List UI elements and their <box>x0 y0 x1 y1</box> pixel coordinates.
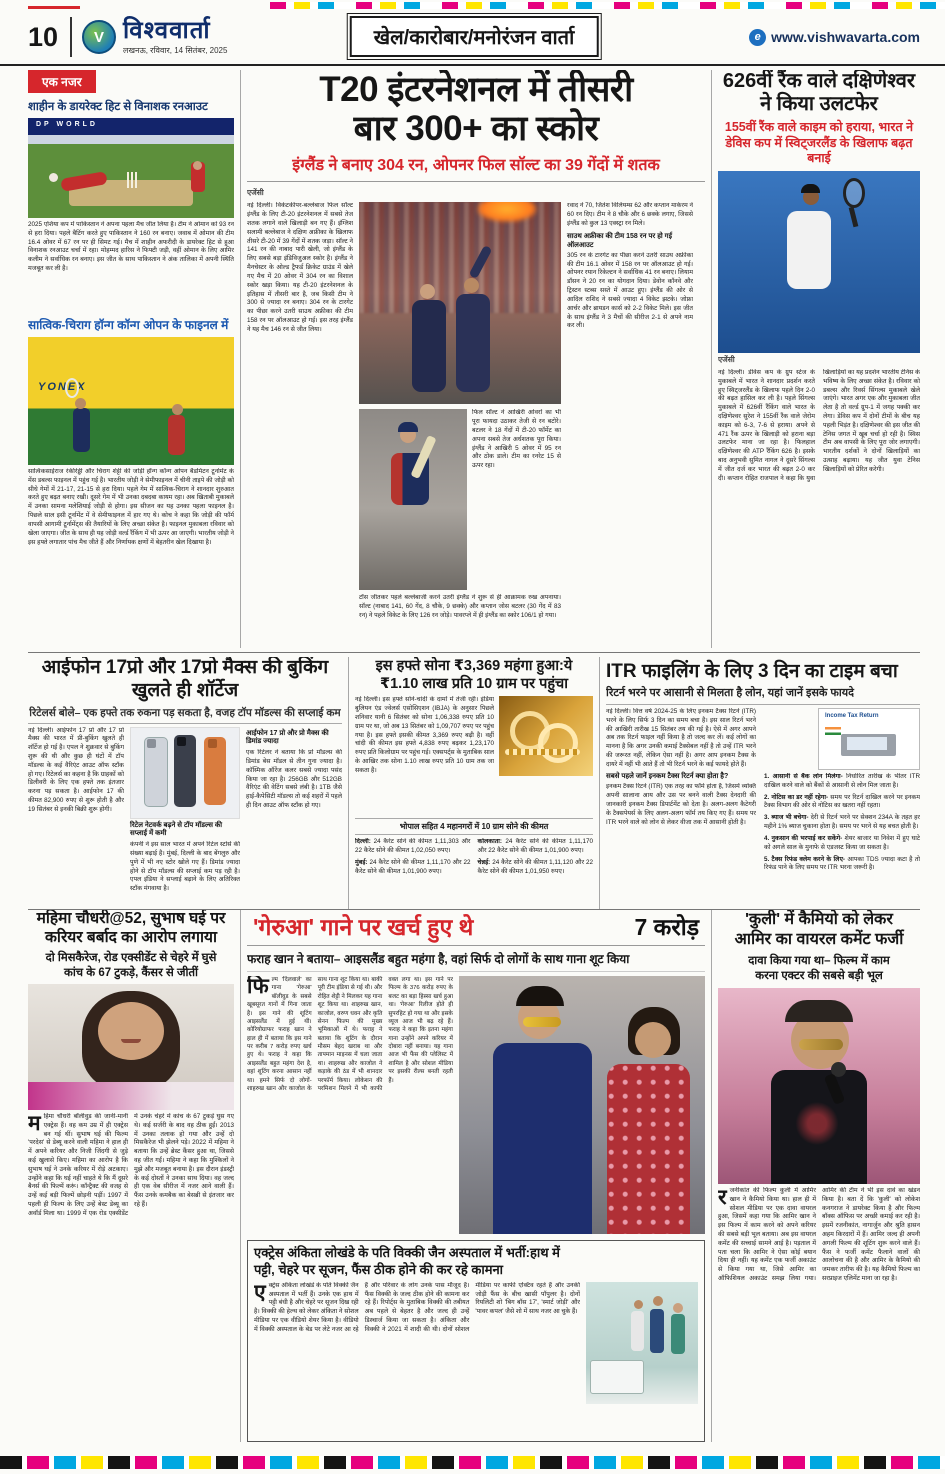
ankita-body-text: क्ट्रेस अंकिता लोखंडे के पति विक्की जैन अस्पताल में भर्ती हैं। उनके एक हाथ में पट्टी बंधी है और चेहरे पर सूजन दिख रही है। विक्की की हेल्थ को लेकर अंकिता ने सोशल मीडिया पर एक वीडियो शेयर किया है। वीडियो में विक्की अस्पताल के बेड पर लेटे नजर आ रहे हैं और परिवार के लोग उनके पास मौजूद हैं। फैंस विक्की के जल्द ठीक होने की कामना कर रहे हैं। रिपोर्ट्स के मुताबिक विक्की की तबीयत अब पहले से बेहतर है और जल्द ही उन्हें डिस्चार्ज किया जा सकता है। अंकिता और विक्की ने 2021 में शादी की थी। दोनों सोशल मीडिया पर काफी एक्टिव रहते हैं और उनकी जोड़ी फैंस के बीच खासी पॉपुलर है। दोनों रियलिटी शो 'बिग बॉस 17', 'स्मार्ट जोड़ी' और 'पावर कपल' जैसे शो में साथ नजर आ चुके हैं। <box>254 1281 580 1333</box>
top-band <box>28 70 920 648</box>
mahima-headline-line1: महिमा चौधरी@52, सुभाष घई पर <box>36 910 226 927</box>
city-detail: 24 कैरेट सोने की कीमत 1,11,303 और 22 कैरेट सोने की कीमत 1,02,050 रुपए। <box>355 838 471 855</box>
tennis-body: नई दिल्ली। डेविस कप के ग्रुप स्टेज के मुकाबले में भारत ने शानदार प्रदर्शन करते हुए स्विट्जरलैंड के खिलाफ पहले दिन 2-0 की बढ़त हासिल कर ली है। पहले सिंगल्स मुकाबले में 626वीं रैंकिंग वाले भारत के दक्षिणेश्वर सुरेश ने 155वीं रैंक वाले जेरोम काइम को 6-3, 7-6 से हराया। अपने से 471 रैंक ऊपर के खिलाड़ी को हराना बड़ा उलटफेर माना जा रहा है। फिलहाल दक्षिणेश्वर की ATP रैंकिंग 626 है। इसके बाद अनुभवी सुमित नागल ने दूसरे सिंगल्स में जीत दर्ज कर भारत की बढ़त 2-0 कर दी। कप्तान रोहित राजपाल ने कहा कि युवा खिलाड़ियों का यह प्रदर्शन भारतीय टेनिस के भविष्य के लिए अच्छा संकेत है। रविवार को डबल्स और रिवर्स सिंगल्स मुकाबले खेले जाएंगे। भारत अगर एक और मुकाबला जीत लेता है तो वर्ल्ड ग्रुप-1 में जगह पक्की कर लेगा। डेविस कप में दोनों टीमों के बीच यह पहली भिड़ंत है। दक्षिणेश्वर की इस जीत की टेनिस जगत में खूब चर्चा हो रही है। स्विस टीम अब वापसी के लिए पूरा जोर लगाएगी। भारतीय दर्शकों ने दोनों खिलाड़ियों का उत्साह बढ़ाया। यह जीत युवा टेनिस खिलाड़ियों को प्रेरित करेगी। <box>718 368 920 482</box>
itr-question-subhead: सबसे पहले जानें इनकम टैक्स रिटर्न क्या होता है? <box>606 772 729 780</box>
itr-story <box>606 657 920 909</box>
benefit-item <box>764 814 920 832</box>
aamir-deck-line1: दावा किया गया था– फिल्म में काम <box>748 955 890 967</box>
lead-col3-top: रवाद ने 70, जितेश विलियम्स 62 और कप्तान मार्करम ने 60 रन दिए। टीम ने 8 चौके और 6 छक्के लगाए, जिससे इंग्लैंड को कुल 13 एक्स्ट्रा रन मिले। <box>567 202 693 227</box>
aamir-dropcap: र <box>718 1186 727 1209</box>
tennis-byline: एजेंसी <box>718 354 735 364</box>
itr-intro: नई दिल्ली। वित्त वर्ष 2024-25 के लिए इनकम टैक्स रिटर्न (ITR) भरने के लिए सिर्फ 3 दिन का समय बचा है। इस साल रिटर्न भरने की आखिरी तारीख 15 सितंबर तय की गई है। ऐसे में अगर आपने अब तक रिटर्न फाइल नहीं किया है तो जल्द कर लें। कई लोगों का मानना है कि अगर उनकी कमाई टैक्सेबल नहीं है तो उन्हें ITR भरने की जरूरत नहीं, लेकिन ऐसा नहीं है। अगर आप इनकम टैक्स के दायरे में नहीं भी आते हैं तो भी रिटर्न भरने के कई फायदे होते हैं। <box>606 708 756 768</box>
ankita-dropcap: ए <box>254 1281 266 1304</box>
city-price-row <box>355 859 471 877</box>
gerua-headline-amount: 7 करोड़ <box>634 914 699 940</box>
iphone-product-photo <box>130 727 240 819</box>
city-detail: 24 कैरेट सोने की कीमत 1,11,170 और 22 कैरेट सोने की कीमत 1,01,900 रुपए। <box>477 838 593 855</box>
middle-band <box>28 652 920 910</box>
city-name: दिल्ली: <box>355 838 371 846</box>
section-title: खेल/कारोबार/मनोरंजन वार्ता <box>373 27 575 49</box>
edition-line: लखनऊ, रविवार, 14 सितंबर, 2025 <box>123 46 228 56</box>
itr-deck: रिटर्न भरने पर आसानी से मिलता है लोन, यहां जानें इसके फायदे <box>606 683 920 705</box>
lead-headline-line1: T20 इंटरनेशनल में तीसरी <box>319 70 633 109</box>
column-rule <box>711 70 712 648</box>
benefit-text: शेयर बाजार या निवेश में हुए घाटे को अगले साल के मुनाफे से एडजस्ट किया जा सकता है। <box>764 834 920 851</box>
mahima-deck-line2: कांच के 67 टुकड़े, कैंसर से जीतीं <box>63 966 198 979</box>
gold-headline-line2: ₹1.10 लाख प्रति 10 ग्राम पर पहुंचा <box>380 676 568 693</box>
benefit-item <box>764 835 920 853</box>
itr-form-photo <box>818 708 920 770</box>
iphone-col1: नई दिल्ली। आईफोन 17 प्रो और 17 प्रो मैक्स की भारत में प्री-बुकिंग खुलते ही शॉर्टेज हो गई है। एपल ने शुक्रवार से बुकिंग शुरू की थी और कुछ ही घंटों में टॉप मॉडल्स के कई वैरिएंट आउट ऑफ स्टॉक हो गए। रिटेलर्स का कहना है कि ग्राहकों को डिलीवरी के लिए एक हफ्ते तक इंतजार करना पड़ सकता है। आईफोन 17 की कीमत 82,900 रुपए से शुरू होती है और 19 सितंबर से इनकी बिक्री शुरू होगी। <box>28 726 124 813</box>
badminton-photo <box>28 337 234 465</box>
tennis-player-photo <box>718 171 920 353</box>
tennis-subhead: 155वीं रैंक वाले काइम को हराया, भारत ने डेविस कप में स्विट्जरलैंड के खिलाफ बढ़त बनाई <box>724 120 914 166</box>
aamir-deck-line2: करना एक्टर की सबसे बड़ी भूल <box>755 969 883 982</box>
tennis-headline-line2: ने किया उलटफेर <box>760 93 878 115</box>
mahima-body-text: हिमा चौधरी बॉलीवुड की जानी-मानी एक्ट्रेस हैं। वह कम उम्र में ही एक्ट्रेस बन गई थीं। सुभाष घई की फिल्म 'परदेस' से डेब्यू करने वाली महिमा ने हाल ही में अपने करियर और निजी जिंदगी से जुड़े कई खुलासे किए। महिमा का आरोप है कि सुभाष घई ने उनके करियर में रोड़े अटकाए। उन्होंने कहा कि घई नहीं चाहते थे कि मैं दूसरे बैनर्स की फिल्में करूं। कॉन्ट्रैक्ट की वजह से उन्हें कई बड़ी फिल्में छोड़नी पड़ीं। 1997 में पहली ही फिल्म के लिए उन्हें बेस्ट डेब्यू का अवॉर्ड मिला था। 1999 में एक रोड एक्सीडेंट में उनके चेहरे में कांच के 67 टुकड़े घुस गए थे। कई सर्जरी के बाद वह ठीक हुईं। 2013 में उनका तलाक हो गया और उन्हें दो मिसकैरेज भी झेलने पड़े। 2022 में महिमा ने बताया कि उन्हें ब्रेस्ट कैंसर हुआ था, जिससे वह जीत गईं। महिमा ने कहा कि मुश्किलों ने मुझे और मजबूत बनाया है। इस दौरान इंडस्ट्री के कई दोस्तों ने उनका साथ दिया। वह जल्द ही एक वेब सीरीज में नजर आने वाली हैं। फैंस उनके कमबैक का बेसब्री से इंतजार कर रहे हैं। <box>28 1112 234 1217</box>
runout-headline: शाहीन के डायरेक्ट हिट से विनाशक रनआउट <box>28 101 208 113</box>
gerua-headline-red: 'गेरुआ' गाने पर खर्च हुए थे <box>253 914 474 940</box>
badminton-headline: सात्विक-चिराग हॉन्ग कॉन्ग ओपन के फाइनल में <box>28 318 229 332</box>
mahima-dropcap: म <box>28 1112 41 1135</box>
masthead <box>28 12 920 62</box>
page-number: 10 <box>28 21 59 52</box>
tennis-headline-line1: 626वीं रैंक वाले दक्षिणेश्वर <box>722 70 916 92</box>
ankita-headline-line1: एक्ट्रेस अंकिता लोखंडे के पति विक्की जैन अस्पताल में भर्ती:हाथ में <box>254 1245 560 1260</box>
benefit-item <box>764 773 920 791</box>
masthead-divider <box>70 17 72 57</box>
benefit-lead: 4. नुकसान की भरपाई कर सकेंगे- <box>764 834 843 842</box>
india-flag-icon <box>825 727 841 735</box>
ankita-body <box>254 1282 580 1437</box>
lead-col3-subhead: साउथ अफ्रीका की टीम 158 रन पर हो गई ऑलआउट <box>567 232 673 249</box>
ankita-headline-line2: पट्टी, चेहरे पर सूजन, फैंस ठीक होने की कर रहे कामना <box>254 1261 504 1277</box>
benefit-lead: 3. ब्याज भी बचेगा- <box>764 814 809 822</box>
runout-photo <box>28 118 234 218</box>
ek-nazar-column <box>28 70 234 648</box>
mahima-deck-line1: दो मिसकैरेज, रोड एक्सीडेंट से चेहरे में घुसे <box>45 952 217 965</box>
benefit-text: देरी से रिटर्न भरने पर सेक्शन 234A के तहत हर महीने 1% ब्याज चुकाना होता है। समय पर भरने से यह बचत होती है। <box>764 814 920 831</box>
aamir-deck <box>718 954 920 984</box>
iphone-col2: कंपनी ने इस साल भारत में अपने रिटेल स्टोर्स की संख्या बढ़ाई है। मुंबई, दिल्ली के बाद बेंगलुरु और पुणे में भी नए स्टोर खोले गए हैं। डिमांड ज्यादा होने से टॉप मॉडल्स की सप्लाई कम पड़ रही है। एपल इंडिया ने सप्लाई बढ़ाने के लिए अतिरिक्त स्टॉक मंगवाया है। <box>130 841 240 893</box>
benefit-text: आपका TDS ज्यादा कटा है तो रिफंड पाने के लिए समय पर ITR भरना जरूरी है। <box>764 855 920 872</box>
aamir-body-text: जनीकांत की फिल्म कुली में आमिर खान ने कैमियो किया था। हाल ही में सोशल मीडिया पर एक दावा वायरल हुआ, जिसमें कहा गया कि आमिर खान ने इस फिल्म में काम करने को अपने करियर की सबसे बड़ी भूल बताया। अब इस वायरल कमेंट की सच्चाई सामने आई है। पड़ताल में पता चला कि आमिर ने ऐसा कोई बयान दिया ही नहीं। यह कमेंट एक फर्जी अकाउंट से किया गया था, जिसे आमिर का ऑफिशियल अकाउंट समझ लिया गया। आमिर की टीम ने भी इस दावे का खंडन किया है। बता दें कि 'कुली' को लोकेश कनगराज ने डायरेक्ट किया है और फिल्म बॉक्स ऑफिस पर अच्छी कमाई कर रही है। इसमें रजनीकांत, नागार्जुन और श्रुति हासन अहम किरदारों में हैं। आमिर जल्द ही अपनी अगली फिल्म की शूटिंग शुरू करने वाले हैं। फैंस ने फर्जी कमेंट फैलाने वालों की आलोचना की है और आमिर के कैमियो की जमकर तारीफ की है। यह कैमियो फिल्म का सरप्राइज एलिमेंट माना जा रहा है। <box>718 1186 920 1282</box>
benefit-item <box>764 856 920 874</box>
iphone-story <box>28 657 342 909</box>
lead-col3-body: 305 रन के टारगेट का पीछा करने उतरी साउथ अफ्रीका की टीम 16.1 ओवर में 158 रन पर ऑलआउट हो गई। ओपनर रयान रिकेल्टन ने सर्वाधिक 41 रन बनाए। लियाम डॉसन ने 20 रन का योगदान दिया। डेवोन कॉनवे और ट्रिस्टन स्टब्स सस्ते में आउट हुए। इंग्लैंड की ओर से आदिल राशिद ने सबसे ज्यादा 4 विकेट झटके। जोफ्रा आर्चर और ब्रायडन कार्स को 2-2 विकेट मिले। इस जीत के साथ इंग्लैंड ने 3 मैचों की सीरीज 2-1 से अपने नाम कर ली। <box>567 251 693 330</box>
hospital-photo <box>586 1282 698 1404</box>
column-rule <box>240 910 241 1442</box>
web-e-icon: e <box>749 29 766 46</box>
newspaper-logo-icon <box>82 20 116 54</box>
iphone-subhead2: आईफोन 17 प्रो और प्रो मैक्स की डिमांड ज्यादा <box>246 729 329 746</box>
gerua-dropcap: फि <box>247 976 269 998</box>
city-price-row <box>478 859 594 877</box>
website-url: www.vishwavarta.com <box>771 29 920 45</box>
gerua-body2: और रोहित शेट्टी ने मिलकर यह गाना शूट किया था। शाहरुख खान, काजोल, वरुण धवन और कृति सेनन फिल्म की मुख्य भूमिकाओं में थे। फराह ने बताया कि शूटिंग के दौरान मौसम बेहद खराब था और तापमान माइनस में चला जाता था। शाहरुख और काजोल ने कड़ाके की ठंड में भी शानदार परफॉर्म किया। लोकेशन की परमिशन मिलने में भी काफी वक्त लगा था। <box>317 977 422 1092</box>
city-name: मुंबई: <box>355 858 368 866</box>
sponsor-board-text: YONEX <box>38 380 87 393</box>
benefit-lead: 5. टैक्स रिफंड क्लेम करने के लिए- <box>764 855 846 863</box>
iphone-deck: रिटेलर्स बोले– एक हफ्ते तक रुकना पड़ सकता है, वजह टॉप मॉडल्स की सप्लाई कम <box>28 703 342 724</box>
print-color-bar-bottom <box>0 1456 945 1469</box>
lead-story <box>247 70 705 648</box>
lead-byline: एजेंसी <box>247 188 264 198</box>
davis-cup-story <box>718 70 920 648</box>
bottom-band <box>28 910 920 1442</box>
section-title-box <box>350 16 599 57</box>
masthead-rule <box>0 64 945 66</box>
gerua-body1: ल्म 'दिलवाले' का गाना 'गेरुआ' बॉलीवुड के सबसे खूबसूरत गानों में गिना जाता है। इस गाने की शूटिंग आइसलैंड में हुई थी। कोरियोग्राफर फराह खान ने हाल ही में बताया कि इस गाने पर करीब 7 करोड़ रुपए खर्च हुए थे। फराह ने कहा कि आइसलैंड बहुत महंगा देश है, वहां शूटिंग करना आसान नहीं था। हमने सिर्फ दो लोगों- शाहरुख खान और काजोल के साथ गाना शूट किया था। बाकी पूरी टीम इंडिया से गई थी। <box>247 977 383 1092</box>
aamir-body <box>718 1187 920 1442</box>
boundary-board-text: DP WORLD <box>36 121 98 128</box>
city-price-row <box>478 838 594 856</box>
benefit-text: निर्धारित तारीख के भीतर ITR दाखिल करने वाले को बैंकों से आसानी से लोन मिल जाता है। <box>764 773 920 789</box>
gold-city-prices <box>355 838 593 909</box>
website-link[interactable] <box>749 29 920 46</box>
mahima-headline-line2: करियर बर्बाद का आरोप लगाया <box>45 928 217 946</box>
top-red-tick <box>28 6 80 9</box>
gerua-deck: फराह खान ने बताया– आइसलैंड बहुत महंगा है, वहां सिर्फ दो लोगों के साथ गाना शूट किया <box>247 946 705 972</box>
gerua-body3: इस गाने पर फिल्म के 376 करोड़ रुपए के बजट का बड़ा हिस्सा खर्च हुआ था। 'गेरुआ' रिलीज होते ही सुपरहिट हो गया था और इसके व्यूज आज भी बढ़ रहे हैं। फराह ने कहा कि इतना महंगा गाना उन्होंने अपने करियर में दोबारा नहीं बनाया। यह गाना आज भी फैंस की प्लेलिस्ट में शामिल है और सोशल मीडिया पर इसकी रील्स बनती रहती हैं। <box>388 977 453 1084</box>
mahima-body <box>28 1113 234 1442</box>
logo-letter: V <box>94 28 105 46</box>
iphone-subhead1: रिटेल नेटवर्क बढ़ने से टॉप मॉडल्स की सप्लाई में कमी <box>130 821 223 838</box>
aamir-story <box>718 910 920 1442</box>
itr-headline: ITR फाइलिंग के लिए 3 दिन का टाइम बचा <box>606 661 898 682</box>
benefit-lead: 2. नोटिस का डर नहीं रहेगा- <box>764 793 829 801</box>
column-rule <box>348 657 349 909</box>
badminton-body: सात्विकसाईराज रंकीरेड्डी और चिराग शेट्टी की जोड़ी हॉन्ग कॉन्ग ओपन बैडमिंटन टूर्नामेंट के मेंस डबल्स फाइनल में पहुंच गई है। भारतीय जोड़ी ने सेमीफाइनल में चीनी ताइपे की जोड़ी को सीधे गेमों में 21-17, 21-15 से हरा दिया। पहले गेम में सात्विक-चिराग ने शानदार शुरुआत करते हुए बढ़त बनाए रखी। दूसरे गेम में भी उनका दबदबा कायम रहा। अब खिताबी मुकाबले में उनका सामना मलेशियाई जोड़ी से होगा। इस सीजन का यह उनका पहला फाइनल है। पिछले साल इसी टूर्नामेंट में वे सेमीफाइनल में हार गए थे। कोच ने कहा कि जोड़ी की फॉर्म वापसी आगामी टूर्नामेंट्स की तैयारियों के लिए अच्छा संकेत है। फाइनल मुकाबला रविवार को खेला जाएगा। जीत के साथ ही यह जोड़ी वर्ल्ड रैंकिंग में भी ऊपर आ जाएगी। भारतीय जोड़ी ने इस हफ्ते लगातार पांच मैच जीते हैं और निर्णायक क्षणों में बेहतरीन खेल दिखाया है। <box>28 468 234 546</box>
itr-question-body: इनकम टैक्स रिटर्न (ITR) एक तरह का फॉर्म होता है, जिसमें व्यक्ति अपनी सालाना आय और उस पर बनने वाली टैक्स देनदारी की जानकारी इनकम टैक्स डिपार्टमेंट को देता है। अलग-अलग कैटेगरी के टैक्सपेयर्स के लिए अलग-अलग फॉर्म तय किए गए हैं। समय पर ITR भरने वाले को लोन से लेकर वीजा तक में आसानी होती है। <box>606 783 756 826</box>
lead-col2b: फिल सॉल्ट ने आखिरी ओवरों का भी पूरा फायदा उठाकर तेजी से रन बटोरे। बटलर ने 18 गेंदों में टी-20 फॉर्मेट का अपना सबसे तेज अर्धशतक पूरा किया। इंग्लैंड ने आखिरी 5 ओवर में 95 रन और ठोक डाले। टीम का रनरेट 15 से ऊपर रहा। <box>472 409 561 470</box>
gold-cities-subhead: भोपाल सहित 4 महानगरों में 10 ग्राम सोने की कीमत <box>355 818 593 835</box>
gold-body: नई दिल्ली। इस हफ्ते सोने-चांदी के दामों में तेजी रही। इंडिया बुलियन एंड ज्वेलर्स एसोसिएशन (IBJA) के अनुसार पिछले शनिवार यानी 6 सितंबर को सोना 1,06,338 रुपए प्रति 10 ग्राम पर था, जो अब 13 सितंबर को 1,09,707 रुपए पर पहुंच गया है। इस हफ्ते इसकी कीमत 3,369 रुपए बढ़ी है। वहीं चांदी की कीमत इस हफ्ते 4,838 रुपए बढ़कर 1,23,170 रुपए प्रति किलोग्राम पर पहुंच गई। एक्सपर्ट्स के मुताबिक साल के आखिर तक सोना 1.10 लाख रुपए प्रति 10 ग्राम तक जा सकता है। <box>355 696 494 774</box>
aamir-headline-line2: आमिर का वायरल कमेंट फर्जी <box>734 931 904 948</box>
print-color-bar-top <box>270 2 945 9</box>
column-rule <box>711 910 712 1442</box>
lead-headline-line2: बार 300+ का स्कोर <box>353 109 599 149</box>
itr-form-label: Income Tax Return <box>825 713 879 719</box>
iphone-col3: एक रिटेलर ने बताया कि प्रो मॉडल्स की डिमांड बेस मॉडल से तीन गुना ज्यादा है। कॉस्मिक ऑरेंज कलर सबसे ज्यादा पसंद किया जा रहा है। 256GB और 512GB वैरिएंट की वेटिंग सबसे लंबी है। 1TB जैसे हाई-कैपेसिटी मॉडल्स तो कई शहरों में पहले ही दिन आउट ऑफ स्टॉक हो गए। <box>246 749 342 809</box>
lead-col1: नई दिल्ली। विकेटकीपर-बल्लेबाज फिल सॉल्ट इंग्लैंड के लिए टी-20 इंटरनेशनल में सबसे तेज शतक लगाने वाले खिलाड़ी बन गए हैं। इंग्लिश सलामी बल्लेबाज ने दक्षिण अफ्रीका के खिलाफ तीसरे टी-20 में 39 गेंदों में शतक जड़ा। सॉल्ट ने 141 रन की नाबाद पारी खेली, जो इंग्लैंड के लिए सबसे बड़ा इंडिविजुअल स्कोर है। इंग्लैंड ने मैनचेस्टर के ओल्ड ट्रैफर्ड क्रिकेट ग्राउंड में खेले गए मैच में 20 ओवर में 304 रन का विशाल स्कोर खड़ा किया। यह टी-20 इंटरनेशनल के इतिहास में तीसरी बार है, जब किसी टीम ने 300 से ज्यादा रन बनाए। 304 रन के टारगेट का पीछा करने उतरी साउथ अफ्रीका की टीम 158 रन पर ऑलआउट हो गई। इस तरह इंग्लैंड ने यह मैच 146 रन से जीत लिया। <box>247 202 353 333</box>
runout-body: 2025 एशिया कप में पाकिस्तान ने अपना पहला मैच जीत लिया है। टीम ने ओमान को 93 रन से हरा दिया। पहले बैटिंग करते हुए पाकिस्तान ने 160 रन बनाए। जवाब में ओमान की टीम 16.4 ओवर में 67 रन पर ही सिमट गई। मैच में शाहीन अफरीदी के डायरेक्ट हिट से हुआ विनाशक रनआउट चर्चा में रहा। मोहम्मद हारिस ने फिफ्टी जड़ी, वहीं ओमान के लिए आमिर कलीम ने सर्वाधिक रन बनाए। इस जीत के साथ पाकिस्तान ने अंक तालिका में अपनी स्थिति मजबूत कर ली है। <box>28 221 234 273</box>
city-name: चेन्नई: <box>477 858 491 866</box>
aamir-photo <box>718 988 920 1184</box>
city-name: कोलकाता: <box>477 838 503 846</box>
benefit-text: समय पर रिटर्न दाखिल करने पर इनकम टैक्स विभाग की ओर से नोटिस का खतरा नहीं रहता। <box>764 793 920 810</box>
mahima-portrait-photo <box>28 984 234 1110</box>
batsman-photo <box>359 409 467 590</box>
celebration-photo <box>359 202 561 404</box>
itr-benefits-list <box>764 773 920 909</box>
city-detail: 24 कैरेट सोने की कीमत 1,11,170 और 22 कैरेट सोने की कीमत 1,01,900 रुपए। <box>355 858 471 875</box>
newspaper-name: विश्ववार्ता <box>123 16 211 44</box>
gold-jewellery-photo <box>499 696 593 776</box>
gerua-story <box>247 910 705 1234</box>
column-rule <box>240 70 241 648</box>
benefit-lead: 1. आसानी से बैंक लोन मिलेगा- <box>764 773 843 780</box>
lead-subhead: इंग्लैंड ने बनाए 304 रन, ओपनर फिल सॉल्ट का 39 गेंदों में शतक <box>247 153 705 182</box>
aamir-headline-line1: 'कुली' में कैमियो को लेकर <box>745 911 893 928</box>
lead-col2: टॉस जीतकर पहले बल्लेबाजी करने उतरी इंग्लैंड ने शुरू से ही आक्रामक रुख अपनाया। सॉल्ट (नाबाद 141, 60 गेंद, 8 चौके, 9 छक्के) और कप्तान जोस बटलर (30 गेंद में 83 रन) ने पहले विकेट के लिए 126 रन जोड़े। पावरप्ले में ही इंग्लैंड का स्कोर 106/1 हो गया। <box>359 594 561 619</box>
column-rule <box>599 657 600 909</box>
mahima-deck <box>28 951 234 980</box>
ankita-headline <box>254 1245 698 1279</box>
ek-nazar-label: एक नजर <box>28 70 96 93</box>
city-price-row <box>355 838 471 856</box>
center-stack <box>247 910 705 1442</box>
gold-price-story <box>355 657 593 909</box>
iphone-headline: आईफोन 17प्रो और 17प्रो मैक्स की बुकिंग खुलते ही शॉर्टेज <box>41 657 329 701</box>
gerua-song-photo <box>459 976 705 1234</box>
benefit-item <box>764 794 920 812</box>
ankita-story <box>247 1240 705 1442</box>
city-detail: 24 कैरेट सोने की कीमत 1,11,120 और 22 कैरेट सोने की कीमत 1,01,950 रुपए। <box>477 858 593 875</box>
gold-headline-line1: इस हफ्ते सोना ₹3,369 महंगा हुआ:ये <box>375 658 573 674</box>
gerua-body <box>247 976 453 1234</box>
mahima-story <box>28 910 234 1442</box>
